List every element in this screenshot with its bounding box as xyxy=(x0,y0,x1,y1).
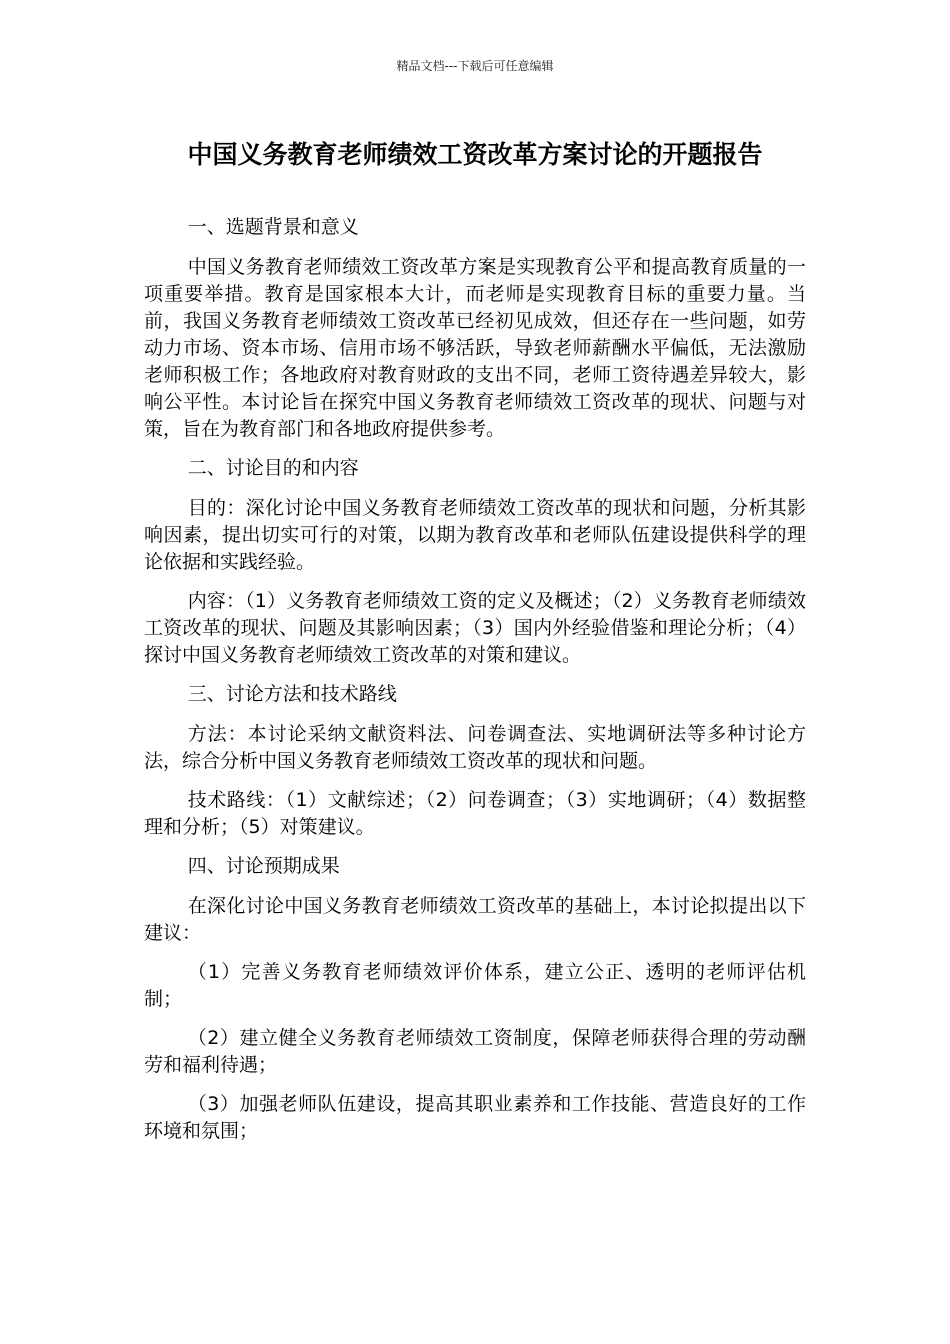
paragraph-technical-route: 技术路线：（1）文献综述；（2）问卷调查；（3）实地调研；（4）数据整理和分析；（5）对策建议。 xyxy=(144,789,806,838)
list-item-suggestion-3: （3）加强老师队伍建设，提高其职业素养和工作技能、营造良好的工作环境和氛围； xyxy=(144,1093,806,1142)
document-title: 中国义务教育老师绩效工资改革方案讨论的开题报告 xyxy=(187,140,763,169)
section-heading-methods: 三、讨论方法和技术路线 xyxy=(187,683,397,705)
document-body xyxy=(144,214,806,1157)
paragraph-outcomes-intro: 在深化讨论中国义务教育老师绩效工资改革的基础上，本讨论拟提出以下建议： xyxy=(144,895,806,944)
section-heading-outcomes: 四、讨论预期成果 xyxy=(187,855,340,877)
paragraph-contents: 内容：（1）义务教育老师绩效工资的定义及概述；（2）义务教育老师绩效工资改革的现状、问题及其影响因素；（3）国内外经验借鉴和理论分析；（4）探讨中国义务教育老师绩效工资改革的对策和建议。 xyxy=(144,590,806,666)
section-heading-purpose: 二、讨论目的和内容 xyxy=(187,457,359,479)
list-item-suggestion-1: （1）完善义务教育老师绩效评价体系，建立公正、透明的老师评估机制； xyxy=(144,961,806,1010)
header-note: 精品文档---下载后可任意编辑 xyxy=(396,59,554,73)
paragraph-background: 中国义务教育老师绩效工资改革方案是实现教育公平和提高教育质量的一项重要举措。教育是国家根本大计，而老师是实现教育目标的重要力量。当前，我国义务教育老师绩效工资改革已经初见成效，但还存在一些问题，如劳动力市场、资本市场、信用市场不够活跃，导致老师薪酬水平偏低，无法激励老师积极工作；各地政府对教育财政的支出不同，老师工资待遇差异较大，影响公平性。本讨论旨在探究中国义务教育老师绩效工资改革的现状、问题与对策，旨在为教育部门和各地政府提供参考。 xyxy=(144,256,806,440)
paragraph-methods: 方法：本讨论采纳文献资料法、问卷调查法、实地调研法等多种讨论方法，综合分析中国义务教育老师绩效工资改革的现状和问题。 xyxy=(144,723,806,772)
paragraph-purpose: 目的：深化讨论中国义务教育老师绩效工资改革的现状和问题，分析其影响因素，提出切实可行的对策，以期为教育改革和老师队伍建设提供科学的理论依据和实践经验。 xyxy=(144,497,806,573)
section-heading-background: 一、选题背景和意义 xyxy=(187,216,359,238)
list-item-suggestion-2: （2）建立健全义务教育老师绩效工资制度，保障老师获得合理的劳动酬劳和福利待遇； xyxy=(144,1027,806,1076)
